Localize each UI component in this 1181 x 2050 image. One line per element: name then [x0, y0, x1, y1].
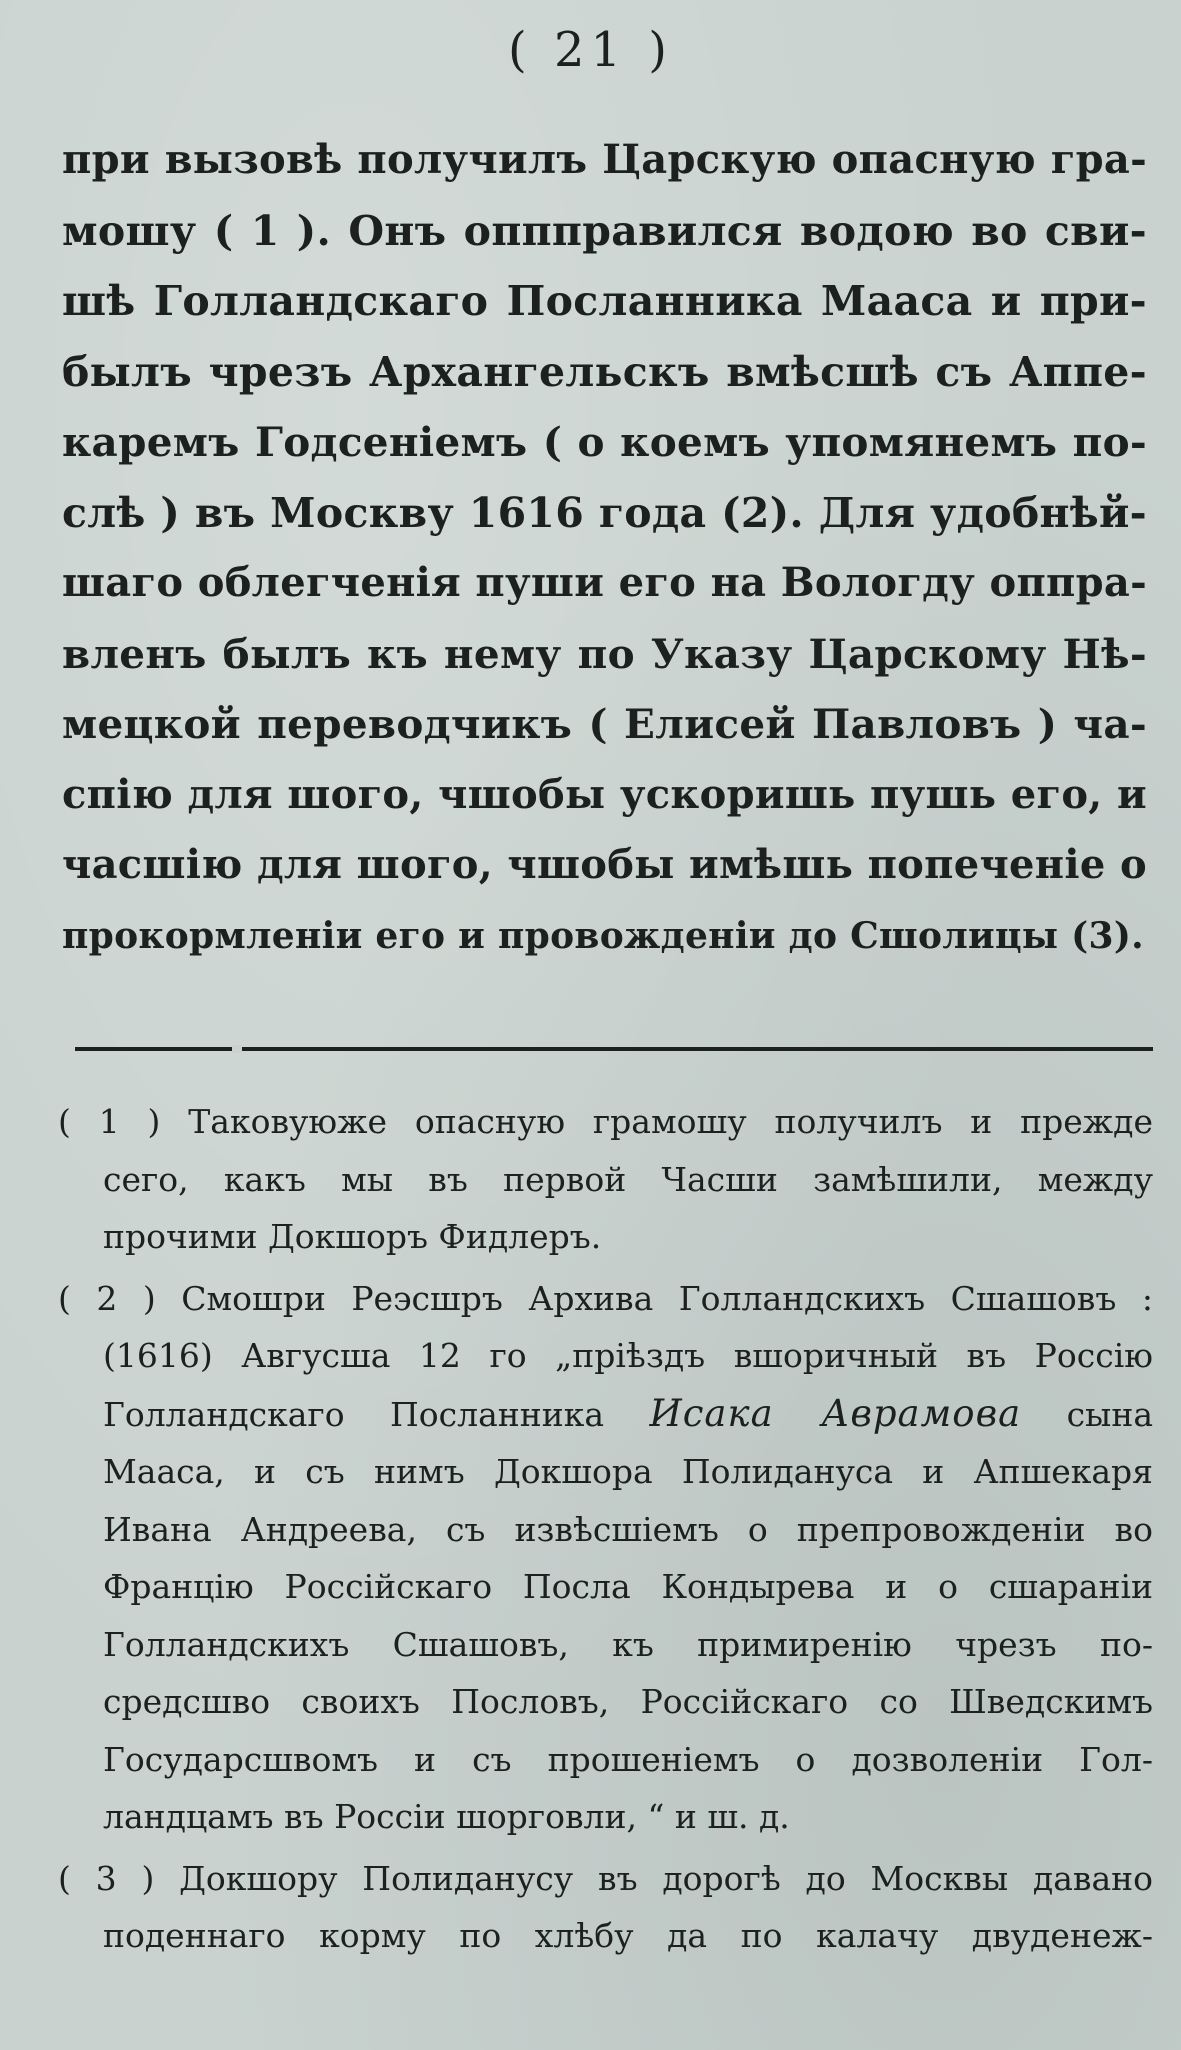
- text-line: мецкой переводчикъ ( Елисей Павловъ ) ча-: [62, 700, 1147, 748]
- footnote-line: прочими Докшоръ Фидлеръ.: [103, 1217, 602, 1256]
- footnote-line: (1616) Авгусша 12 го „пріѣздъ вшоричный въ Россію: [103, 1336, 1153, 1375]
- footnote-1: [58, 1093, 1153, 1266]
- footnote-line: средсшво своихъ Пословъ, Россійскаго со Шведскимъ: [103, 1682, 1153, 1721]
- footnotes: [58, 1093, 1153, 1965]
- text-line: вленъ былъ къ нему по Указу Царскому Нѣ-: [62, 629, 1147, 678]
- footnote-3: [58, 1850, 1153, 1965]
- text-line: мошу ( 1 ). Онъ оппправился водою во сви-: [62, 206, 1147, 255]
- text-line: каремъ Годсеніемъ ( о коемъ упомянемъ по-: [62, 418, 1147, 466]
- footnote-2: [58, 1270, 1153, 1846]
- footnote-line: Голландскихъ Сшашовъ, къ примиренію чрезъ по-: [103, 1624, 1153, 1664]
- footnote-line: Государсшвомъ и съ прошеніемъ о дозволеніи Гол-: [103, 1739, 1153, 1779]
- text-line: шаго облегченія пуши его на Вологду оппра-: [62, 559, 1147, 606]
- footnote-line: поденнаго корму по хлѣбу да по калачу двуденеж-: [103, 1916, 1153, 1955]
- footnote-line: Ивана Андреева, съ извѣсшіемъ о препровожденіи во: [103, 1509, 1153, 1549]
- divider-break: [232, 1045, 242, 1053]
- text-line: былъ чрезъ Архангельскъ вмѣсшѣ съ Аппе-: [62, 347, 1147, 396]
- text-line: часшію для шого, чшобы имѣшь попеченіе о: [62, 841, 1147, 888]
- text-line: шѣ Голландскаго Посланника Мааса и при-: [62, 277, 1147, 325]
- footnote-line-with-name: [58, 1385, 1153, 1444]
- footnote-line: ( 2 ) Смошри Реэсшръ Архива Голландскихъ Сшашовъ :: [58, 1278, 1153, 1318]
- footnote-line: ландцамъ въ Россіи шорговли, “ и ш. д.: [103, 1797, 790, 1836]
- main-text: [62, 125, 1147, 971]
- footnote-text: Голландскаго Посланника: [103, 1394, 605, 1434]
- footnote-line: ( 1 ) Таковуюже опасную грамошу получилъ и прежде: [58, 1102, 1153, 1141]
- text-line: при вызовѣ получилъ Царскую опасную гра-: [62, 136, 1147, 183]
- footnote-line: Мааса, и съ нимъ Докшора Полидануса и Апшекаря: [103, 1452, 1153, 1491]
- page-number: ( 21 ): [507, 22, 674, 78]
- footnote-text: сына: [1066, 1394, 1153, 1434]
- footnote-line: сего, какъ мы въ первой Часши замѣшили, между: [103, 1159, 1153, 1199]
- text-line: прокормленіи его и провожденіи до Сшолицы (3).: [62, 914, 1144, 957]
- footnote-line: Францію Россійскаго Посла Кондырева и о сшараніи: [103, 1567, 1153, 1606]
- text-line: спію для шого, чшобы ускоришь пушь его, и: [62, 770, 1147, 818]
- text-line: слѣ ) въ Москву 1616 года (2). Для удобнѣй-: [62, 488, 1147, 537]
- footnote-line: ( 3 ) Докшору Полиданусу въ дорогѣ до Москвы давано: [58, 1858, 1153, 1898]
- person-name: Исака Аврамова: [649, 1391, 1022, 1435]
